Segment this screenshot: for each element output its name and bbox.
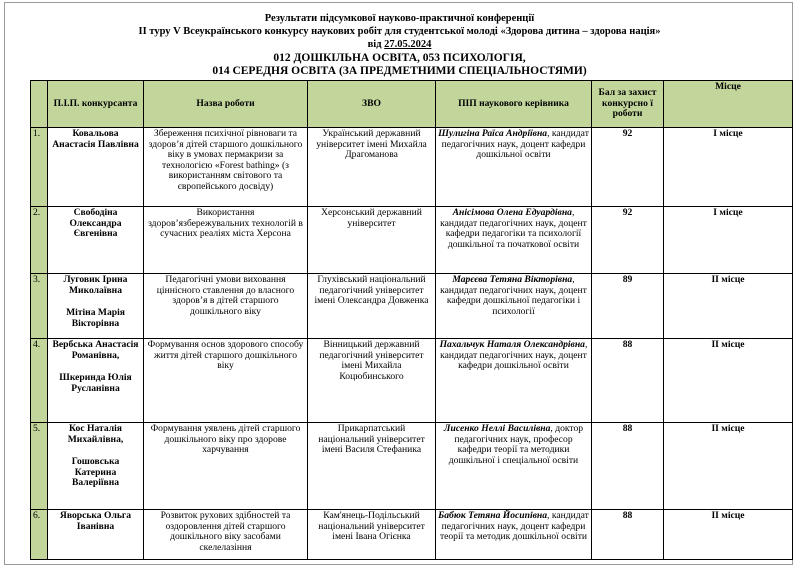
contestant-name-1: Кос Наталія Михайлівна, <box>67 423 124 445</box>
header-title: Назва роботи <box>144 81 308 128</box>
university: Глухівський національний педагогічний університет імені Олександра Довженка <box>308 274 436 339</box>
supervisor-info: , кандидат педагогічних наук, доцент кафедри дошкільної освіти <box>441 128 589 160</box>
table-row <box>31 510 793 560</box>
header-score: Бал за захист конкурсно ї роботи <box>592 81 664 128</box>
supervisor <box>436 339 592 423</box>
contestant-name <box>48 423 144 510</box>
supervisor-info: , доктор педагогічних наук, професор кафедри теорії та методики дошкільної і спеціальної освіти <box>448 423 584 466</box>
specialties-line-1: 012 ДОШКІЛЬНА ОСВІТА, 053 ПСИХОЛОГІЯ, <box>273 52 526 64</box>
score: 89 <box>592 274 664 339</box>
date-prefix: від <box>367 39 385 50</box>
doc-title-line-2: ІІ туру V Всеукраїнського конкурсу наукових робіт для студентської молоді «Здорова дитина – здорова нація» <box>138 26 661 37</box>
score: 92 <box>592 207 664 274</box>
doc-title-line-1: Результати підсумкової науково-практичної конференції <box>264 13 535 24</box>
university: Український державний університет імені Михайла Драгоманова <box>308 128 436 207</box>
row-num: 4. <box>31 339 48 423</box>
table-row <box>31 423 793 510</box>
supervisor-info: , кандидат педагогічних наук, доцент кафедри дошкільної педагогіки і психології <box>440 274 587 317</box>
supervisor-info: , кандидат педагогічних наук, доцент кафедри теорії та методик дошкільної освіти <box>439 510 589 542</box>
work-title: Формування основ здорового способу життя дітей старшого дошкільного віку <box>144 339 308 423</box>
place: ІІ місце <box>664 339 793 423</box>
table-row <box>31 207 793 274</box>
score: 92 <box>592 128 664 207</box>
work-title: Формування уявлень дітей старшого дошкільного віку про здорове харчування <box>144 423 308 510</box>
contestant-name-1: Ковальова Анастасія Павлівна <box>52 128 139 150</box>
supervisor-name: Марєєва Тетяна Вікторівна <box>452 274 573 285</box>
place: ІІ місце <box>664 510 793 560</box>
header-num <box>31 81 48 128</box>
supervisor-name: Пахальчук Наталя Олександрівна <box>439 339 585 350</box>
place: ІІ місце <box>664 423 793 510</box>
contestant-name-1: Свободіна Олександра Євгенівна <box>69 207 122 239</box>
specialties-line-2: 014 СЕРЕДНЯ ОСВІТА (ЗА ПРЕДМЕТНИМИ СПЕЦІАЛЬНОСТЯМИ) <box>212 65 587 77</box>
university: Херсонський державний університет <box>308 207 436 274</box>
supervisor <box>436 274 592 339</box>
work-title: Використання здоров’язбережувальних технологій в сучасних реаліях міста Херсона <box>144 207 308 274</box>
row-num: 5. <box>31 423 48 510</box>
supervisor-name: Шулигіна Раїса Андріївна <box>438 128 548 139</box>
header-uni: ЗВО <box>308 81 436 128</box>
contestant-name <box>48 274 144 339</box>
supervisor-name: Анісімова Олена Едуардівна <box>452 207 572 218</box>
contestant-name-2: Гошовська Катерина Валеріївна <box>71 456 120 488</box>
work-title: Педагогічні умови виховання ціннісного ставлення до власного здоров’я в дітей старшого дошкільного віку <box>144 274 308 339</box>
contestant-name-2: Мітіна Марія Вікторівна <box>66 307 125 329</box>
table-row <box>31 339 793 423</box>
university: Вінницький державний педагогічний університет імені Михайла Коцюбинського <box>308 339 436 423</box>
contestant-name-1: Яворська Ольга Іванівна <box>59 510 132 532</box>
place: І місце <box>664 207 793 274</box>
university: Кам'янець-Подільський національний університет імені Івана Огієнка <box>308 510 436 560</box>
table-row <box>31 128 793 207</box>
university: Прикарпатський національний університет імені Василя Стефаника <box>308 423 436 510</box>
row-num: 2. <box>31 207 48 274</box>
conference-date: 27.05.2024 <box>384 39 432 50</box>
supervisor-info: , кандидат педагогічних наук, доцент кафедри дошкільної освіти <box>440 339 588 371</box>
score: 88 <box>592 339 664 423</box>
table-row <box>31 274 793 339</box>
supervisor <box>436 128 592 207</box>
doc-date-line <box>0 39 799 51</box>
row-num: 3. <box>31 274 48 339</box>
supervisor-name: Бабюк Тетяна Йосипівна <box>438 510 548 521</box>
contestant-name <box>48 128 144 207</box>
score: 88 <box>592 510 664 560</box>
contestant-name-1: Луговик Ірина Миколаївна <box>63 274 128 296</box>
contestant-name <box>48 207 144 274</box>
supervisor <box>436 510 592 560</box>
contestant-name-2: Шкеринда Юлія Русланівна <box>59 372 132 394</box>
supervisor <box>436 207 592 274</box>
supervisor <box>436 423 592 510</box>
header-name: П.І.П. конкурсанта <box>48 81 144 128</box>
score: 88 <box>592 423 664 510</box>
contestant-name <box>48 510 144 560</box>
row-num: 6. <box>31 510 48 560</box>
work-title: Збереження психічної рівноваги та здоров’я дітей старшого дошкільного віку в умовах пермакризи за технологією «Forest bathing» (з використанням світового та європейського досвіду) <box>144 128 308 207</box>
supervisor-name: Лисенко Неллі Василівна <box>443 423 551 434</box>
header-supervisor: ПІП наукового керівника <box>436 81 592 128</box>
results-table <box>30 80 793 560</box>
supervisor-info: , кандидат педагогічних наук, доцент кафедри педагогіки та психології дошкільної та початкової освіти <box>440 207 587 250</box>
place: І місце <box>664 128 793 207</box>
place: ІІ місце <box>664 274 793 339</box>
table-header-row <box>31 81 793 128</box>
row-num: 1. <box>31 128 48 207</box>
header-place: Місце <box>664 81 793 128</box>
contestant-name-1: Вербська Анастасія Романівна, <box>52 339 139 361</box>
work-title: Розвиток рухових здібностей та оздоровлення дітей старшого дошкільного віку засобами скелелазіння <box>144 510 308 560</box>
contestant-name <box>48 339 144 423</box>
